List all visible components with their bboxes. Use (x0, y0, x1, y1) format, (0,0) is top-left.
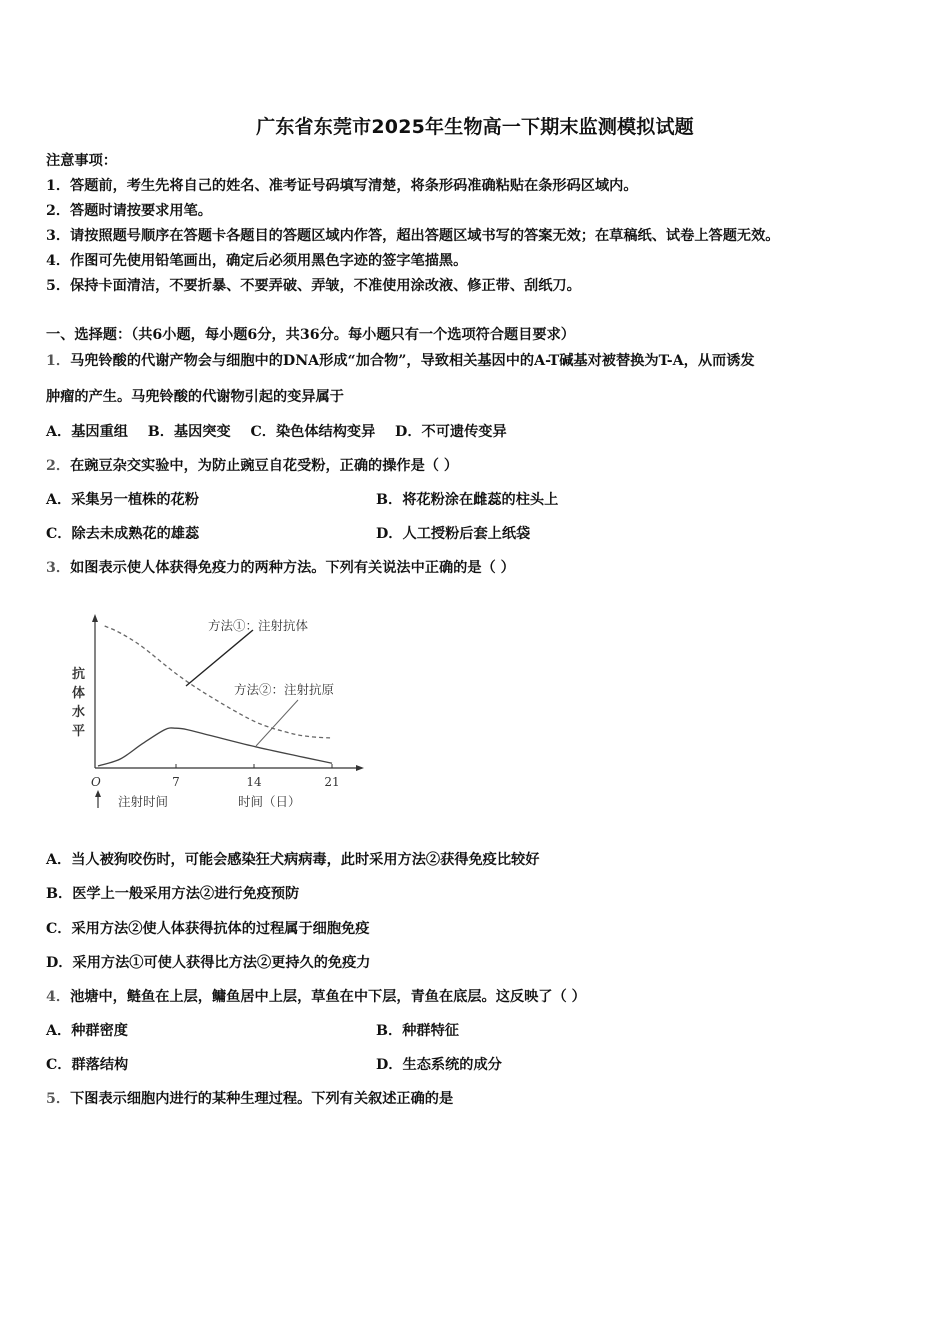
question-1-line2: 肿瘤的产生。马兜铃酸的代谢物引起的变异属于 (46, 389, 344, 405)
callout-line-method-1 (186, 630, 253, 686)
question-5: 5．下图表示细胞内进行的某种生理过程。下列有关叙述正确的是 (46, 1091, 454, 1107)
y-label-char: 平 (72, 724, 86, 739)
option-c[interactable]: C．采用方法②使人体获得抗体的过程属于细胞免疫 (46, 921, 370, 937)
injection-time-label: 注射时间 (118, 794, 169, 809)
option-a[interactable]: A．当人被狗咬伤时，可能会感染狂犬病病毒，此时采用方法②获得免疫比较好 (46, 852, 540, 868)
legend-method-1: 方法①：注射抗体 (208, 618, 309, 633)
injection-arrowhead (95, 790, 101, 797)
question-1: 1．马兜铃酸的代谢产物会与细胞中的DNA形成“加合物”，导致相关基因中的A-T碱基对被替换为T-A，从而诱发 (46, 353, 755, 369)
y-label-char: 体 (72, 686, 86, 701)
option-c[interactable]: C．群落结构 (46, 1057, 129, 1073)
option-c[interactable]: C．除去未成熟花的雄蕊 (46, 526, 200, 542)
question-2: 2．在豌豆杂交实验中，为防止豌豆自花受粉，正确的操作是（ ） (46, 458, 459, 474)
option-d[interactable]: D．人工授粉后套上纸袋 (376, 526, 531, 542)
option-b[interactable]: B．种群特征 (376, 1023, 459, 1039)
antibody-level-chart (58, 608, 378, 818)
question-number: 4． (46, 989, 71, 1005)
x-tick-label: 7 (172, 775, 180, 789)
legend-method-2: 方法②：注射抗原 (234, 682, 335, 697)
question-1-options (46, 423, 507, 441)
option-b[interactable]: B．基因突变 (147, 424, 231, 440)
notice-heading: 注意事项： (46, 153, 117, 169)
question-number: 2． (46, 458, 71, 474)
notice-item: 3．请按照题号顺序在答题卡各题目的答题区域内作答，超出答题区域书写的答案无效；在草稿纸、试卷上答题无效。 (46, 228, 780, 244)
x-tick-label: 14 (246, 775, 262, 789)
question-number: 5． (46, 1091, 71, 1107)
notice-item: 4．作图可先使用铅笔画出，确定后必须用黑色字迹的签字笔描黑。 (46, 253, 468, 269)
callout-line-method-2 (256, 700, 298, 746)
notice-item: 1．答题前，考生先将自己的姓名、准考证号码填写清楚，将条形码准确粘贴在条形码区域内。 (46, 178, 638, 194)
question-number: 1． (46, 353, 71, 369)
y-axis-arrow (92, 614, 98, 622)
x-axis-label: 时间（日） (238, 794, 301, 809)
y-label-char: 抗 (72, 667, 86, 682)
question-3: 3．如图表示使人体获得免疫力的两种方法。下列有关说法中正确的是（ ） (46, 560, 515, 576)
option-d[interactable]: D．生态系统的成分 (376, 1057, 502, 1073)
option-a[interactable]: A．采集另一植株的花粉 (46, 492, 199, 508)
series-line-method-2 (98, 728, 332, 766)
option-a[interactable]: A．种群密度 (46, 1023, 128, 1039)
option-a[interactable]: A．基因重组 (46, 424, 128, 440)
page-title: 广东省东莞市2025年生物高一下期末监测模拟试题 (256, 116, 694, 138)
y-label-char: 水 (72, 705, 86, 720)
option-b[interactable]: B．将花粉涂在雌蕊的柱头上 (376, 492, 559, 508)
x-axis-arrow (356, 765, 364, 771)
option-b[interactable]: B．医学上一般采用方法②进行免疫预防 (46, 886, 300, 902)
notice-item: 2．答题时请按要求用笔。 (46, 203, 212, 219)
section-heading: 一、选择题：（共6小题，每小题6分，共36分。每小题只有一个选项符合题目要求） (46, 327, 575, 343)
question-number: 3． (46, 560, 71, 576)
notice-item: 5．保持卡面清洁，不要折暴、不要弄破、弄皱，不准使用涂改液、修正带、刮纸刀。 (46, 278, 581, 294)
option-d[interactable]: D．采用方法①可使人获得比方法②更持久的免疫力 (46, 955, 371, 971)
origin-label: O (91, 775, 101, 789)
question-4: 4．池塘中，鲢鱼在上层，鳙鱼居中上层，草鱼在中下层，青鱼在底层。这反映了（ ） (46, 989, 586, 1005)
option-d[interactable]: D．不可遗传变异 (395, 424, 507, 440)
x-tick-label: 21 (324, 775, 340, 789)
option-c[interactable]: C．染色体结构变异 (250, 424, 376, 440)
